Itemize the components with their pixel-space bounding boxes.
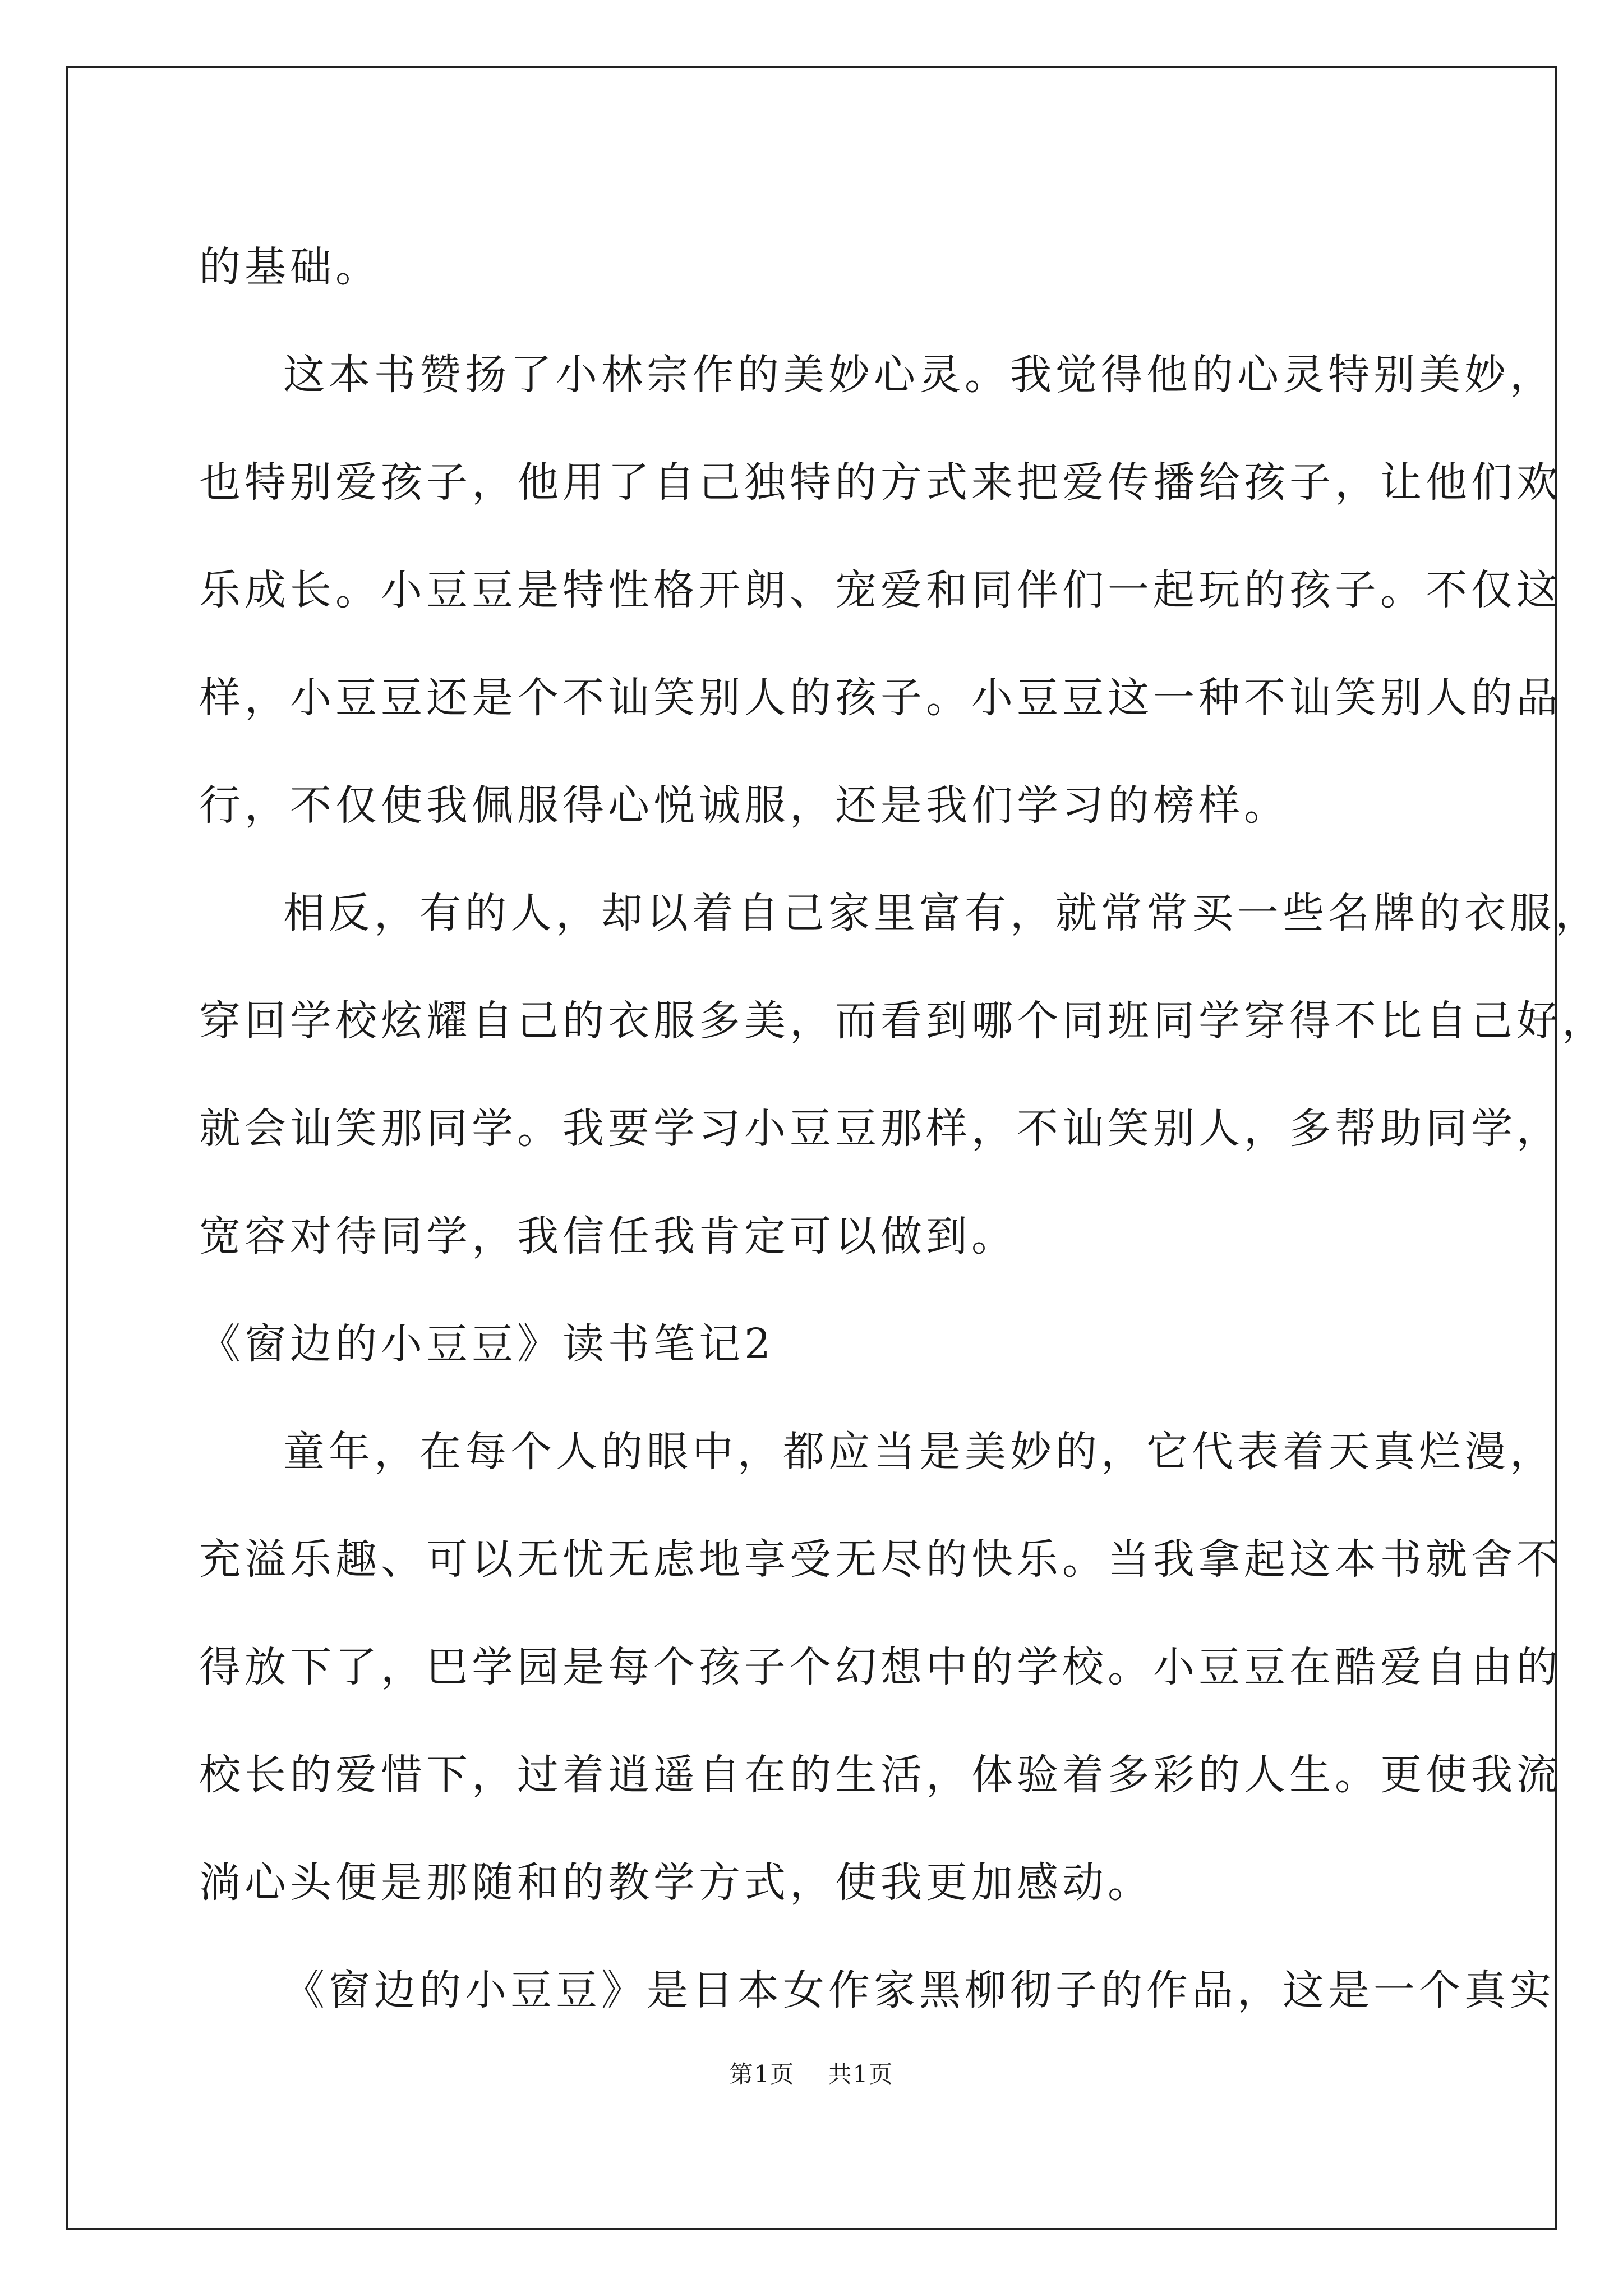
text-line: 这本书赞扬了小林宗作的美妙心灵。我觉得他的心灵特别美妙， bbox=[283, 351, 1555, 399]
text-line: 行，不仅使我佩服得心悦诚服，还是我们学习的榜样。 bbox=[199, 781, 1289, 830]
text-line: 充溢乐趣、可以无忧无虑地享受无尽的快乐。当我拿起这本书就舍不 bbox=[199, 1535, 1562, 1584]
text-line: 得放下了，巴学园是每个孩子个幻想中的学校。小豆豆在酷爱自由的 bbox=[199, 1643, 1562, 1691]
text-line: 也特别爱孩子，他用了自己独特的方式来把爱传播给孩子，让他们欢 bbox=[199, 458, 1562, 507]
text-line: 校长的爱惜下，过着逍遥自在的生活，体验着多彩的人生。更使我流 bbox=[199, 1751, 1562, 1799]
text-line: 乐成长。小豆豆是特性格开朗、宠爱和同伴们一起玩的孩子。不仅这 bbox=[199, 566, 1562, 614]
document-body bbox=[199, 213, 1607, 2044]
text-line: 淌心头便是那随和的教学方式，使我更加感动。 bbox=[199, 1858, 1153, 1907]
text-line: 相反，有的人，却以着自己家里富有，就常常买一些名牌的衣服， bbox=[283, 889, 1601, 937]
page-total: 共1页 bbox=[828, 2060, 894, 2088]
page-footer bbox=[0, 2056, 1623, 2090]
text-line: 《窗边的小豆豆》是日本女作家黑柳彻子的作品，这是一个真实 bbox=[283, 1966, 1555, 2014]
text-line: 的基础。 bbox=[199, 243, 381, 291]
text-line: 穿回学校炫耀自己的衣服多美，而看到哪个同班同学穿得不比自己好， bbox=[199, 997, 1607, 1045]
section-heading: 《窗边的小豆豆》读书笔记2 bbox=[199, 1320, 775, 1368]
text-line: 样，小豆豆还是个不讪笑别人的孩子。小豆豆这一种不讪笑别人的品 bbox=[199, 674, 1562, 722]
page-number: 第1页 bbox=[729, 2060, 795, 2088]
text-line: 童年，在每个人的眼中，都应当是美妙的，它代表着天真烂漫， bbox=[283, 1428, 1555, 1476]
text-line: 就会讪笑那同学。我要学习小豆豆那样，不讪笑别人，多帮助同学， bbox=[199, 1105, 1562, 1153]
text-line: 宽容对待同学，我信任我肯定可以做到。 bbox=[199, 1212, 1017, 1260]
